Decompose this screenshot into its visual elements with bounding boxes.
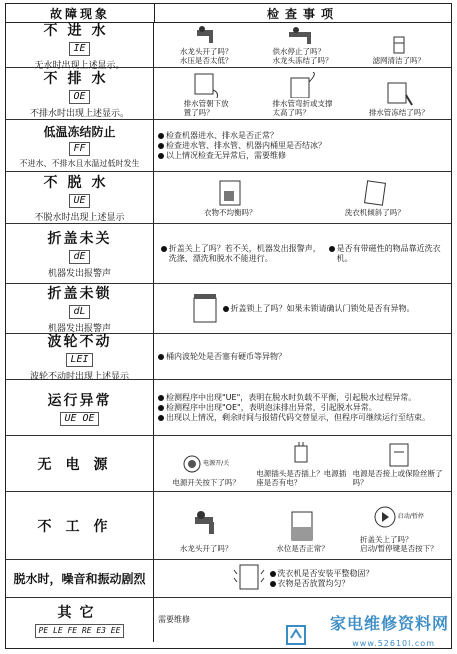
- symptom-title: 折盖未关: [47, 231, 112, 247]
- symptom-title: 其它: [57, 605, 102, 621]
- row-no-spin: 不脱水 UE 不脱水时出现上述显示 衣物不均衡吗？ 洗衣机倾斜了吗？: [6, 172, 451, 224]
- power-button-icon: 电源开/关: [183, 450, 229, 478]
- error-code: UE: [69, 194, 89, 208]
- symptom-note: 机器发出报警声: [47, 269, 111, 279]
- tilted-washer-icon: [360, 178, 390, 208]
- water-level-icon: [285, 508, 319, 544]
- filter-icon: [384, 34, 414, 56]
- watermark-site-name: 家电维修资料网: [329, 614, 449, 633]
- vibrating-washer-icon: [232, 562, 266, 595]
- drain-hose-high-icon: [287, 71, 317, 99]
- symptom-note: 无水时出现上述显示。: [34, 60, 125, 71]
- header-check-items: 检查事项: [266, 6, 339, 21]
- plug-icon: [287, 441, 317, 469]
- error-code: OE: [69, 90, 89, 104]
- faucet-icon: [191, 25, 221, 47]
- row-lid-open: 折盖未关 dE 机器发出报警声 折盖关上了吗？若不关，机器发出报警声，洗涤、漂洗和脱水不能进行。 是否有带磁性的物品靠近洗衣机。: [6, 224, 451, 284]
- troubleshooting-table: [5, 3, 452, 649]
- symptom-title: 无电源: [37, 456, 122, 473]
- error-code: PE LE FE RE E3 EE: [35, 624, 125, 638]
- error-code: LEI: [66, 353, 92, 367]
- symptom-note: 不排水时出现上述显示。: [29, 109, 129, 119]
- row-not-working: 不工作 水龙头开了吗？ 水位是否正常？ 启动/暂停 折盖关上了吗？ 启动/暂停键是否按下？: [6, 492, 451, 560]
- washer-lid-icon: [191, 290, 219, 327]
- row-no-drain: 不排水 OE 不排水时出现上述显示。 排水管朝下放 置了吗？ 排水管弯折或支撑 太高了吗？ 排水管冻结了吗？: [6, 68, 451, 120]
- symptom-title: 波轮不动: [47, 334, 112, 350]
- header-symptom: 故障现象: [6, 4, 155, 22]
- error-code: FF: [69, 142, 89, 156]
- row-spin-noise-vibration: 脱水时，噪音和振动剧烈 洗衣机是否安装平整稳固？ 衣物是否放置均匀？: [6, 560, 451, 598]
- drain-hose-down-icon: [191, 71, 221, 99]
- symptom-title: 不工作: [37, 518, 122, 535]
- row-freeze-protection: 低温冻结防止 FF 不进水、不排水且水温过低时发生 检查机器进水、排水是否正常？ 检查进水管、排水管、机器内桶里是否结冰？ 以上情况检查无异常后，需要维修: [6, 120, 451, 172]
- watermark-logo-icon: [285, 624, 307, 646]
- fuse-box-icon: [384, 441, 414, 469]
- row-pulsator-stuck: 波轮不动 LEI 波轮不动时出现上述显示 桶内波轮处是否塞有硬币等异物？: [6, 334, 451, 380]
- error-code: UE OE: [60, 412, 98, 426]
- symptom-note: 不脱水时出现上述显示: [34, 213, 125, 223]
- row-no-water-intake: 不进水 IE 无水时出现上述显示。 水龙头开了吗？ 水压是否太低？ 供水停止了吗？ 水龙头冻结了吗？ 滤网清洁了吗？: [6, 23, 451, 68]
- symptom-title: 低温冻结防止: [43, 124, 116, 139]
- faucet-icon: [189, 508, 223, 544]
- symptom-title: 不脱水: [43, 175, 116, 191]
- repair-note: 需要维修: [158, 615, 190, 624]
- row-abnormal-operation: 运行异常 UE OE 检测程序中出现"UE"，表明在脱水时负载不平衡，引起脱水过程异常。 检测程序中出现"OE"，表明泡沫排出异常，引起脱水异常。 出现以上情况，剩余时间与报错代码交替显示，但程序可继续运行至结束。: [6, 380, 451, 436]
- row-lid-unlocked: 折盖未锁 dL 机器发出报警声 折盖锁上了吗？如果未锁请确认门锁处是否有异物。: [6, 284, 451, 334]
- error-code: IE: [69, 42, 89, 56]
- row-no-power: 无电源 电源开/关 电源开关按下了吗？ 电源插头是否插上？电源插座是否有电？ 电源是否接上或保险丝断了吗？: [6, 436, 451, 492]
- symptom-title: 运行异常: [47, 392, 112, 409]
- symptom-title: 不排水: [43, 71, 116, 87]
- water-supply-icon: [287, 25, 317, 47]
- symptom-title: 脱水时，噪音和振动剧烈: [13, 572, 146, 586]
- error-code: dE: [69, 250, 89, 264]
- error-code: dL: [69, 305, 89, 319]
- start-pause-button-icon: 启动/暂停: [374, 499, 424, 535]
- watermark-url: www.52610l.com: [352, 639, 435, 648]
- symptom-note: 机器发出报警声: [47, 324, 111, 334]
- symptom-title: 不进水: [43, 22, 116, 39]
- symptom-note: 不进水、不排水且水温过低时发生: [19, 158, 140, 168]
- symptom-note: 波轮不动时出现上述显示: [29, 372, 129, 382]
- unbalanced-laundry-icon: [215, 178, 245, 208]
- symptom-title: 折盖未锁: [47, 286, 112, 302]
- drain-hose-frozen-icon: [384, 80, 414, 108]
